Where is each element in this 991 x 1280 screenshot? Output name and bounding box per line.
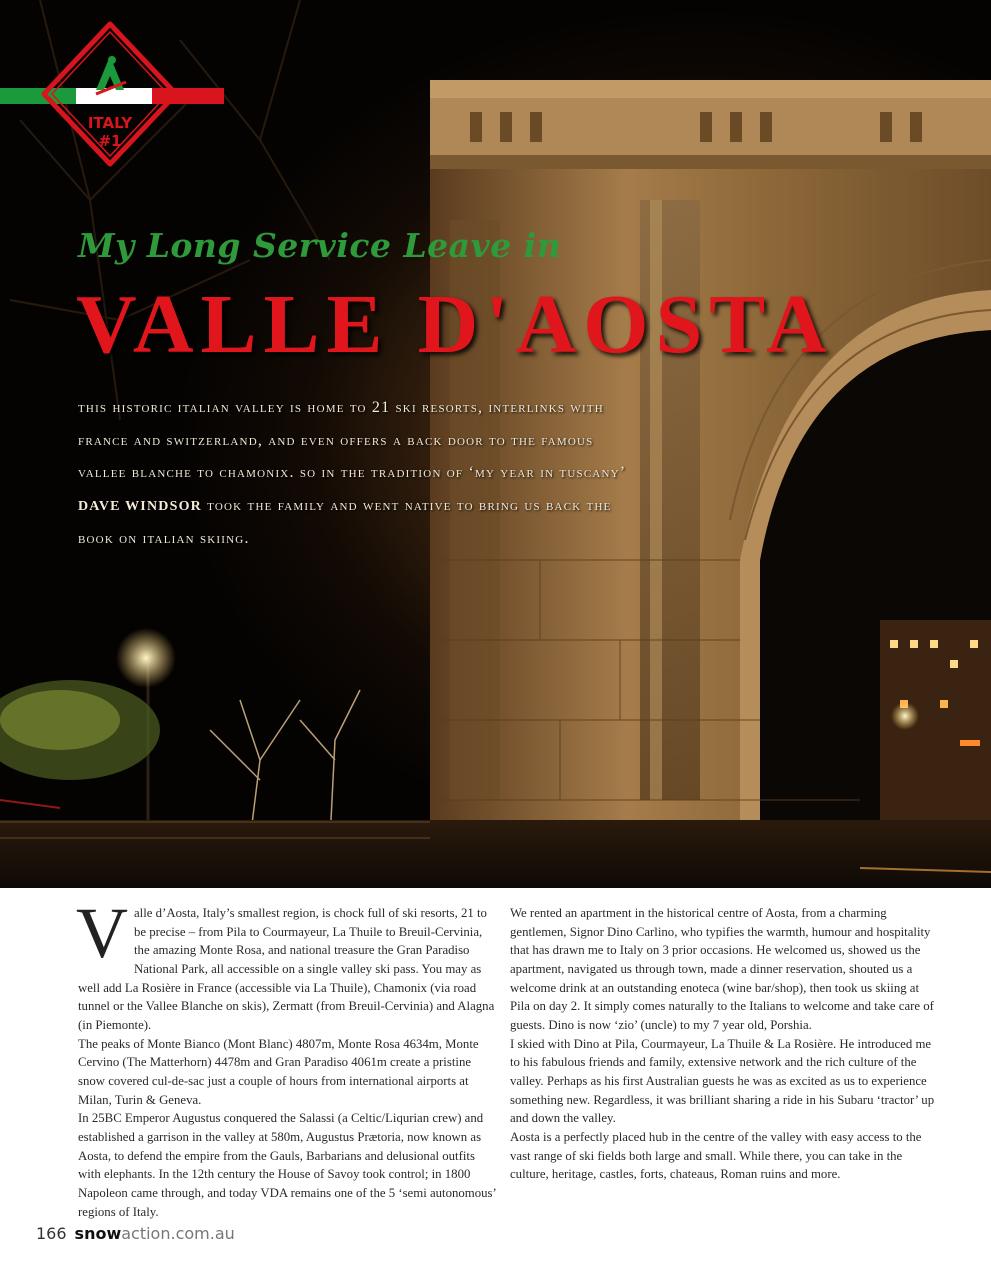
article-title: VALLE D'AOSTA xyxy=(76,278,834,371)
badge-line1: ITALY xyxy=(87,114,133,132)
article-intro xyxy=(78,392,638,556)
paragraph: We rented an apartment in the historical centre of Aosta, from a charming gentlemen, Signor Dino Carlino, who typifies the warmth, humour and hospitality that has drawn me to Italy on 3 prior occasions. He welcomed us, showed us the apartment, navigated us through town, made a dinner reservation, shouted us a welcome drink at an outstanding enoteca (wine bar/shop), then took us skiing at Pila on day 2. It simply comes naturally to the Italians to welcome and take care of guests. Dino is now ‘zio’ (uncle) to my 7 year old, Porshia. xyxy=(510,906,934,1032)
footer-domain: action.com.au xyxy=(121,1224,235,1243)
intro-text-before: this historic italian valley is home to 21 ski resorts, interlinks with france and switzerland, and even offers a back door to the famous vallee blanche to chamonix. so in the tradition of ‘my year in tuscany’ xyxy=(78,399,626,481)
paragraph: alle d’Aosta, Italy’s smallest region, is chock full of ski resorts, 21 to be precise – from Pila to Courmayeur, La Thuile to Breuil-Cervinia, the amazing Monte Rosa, and national treasure the Gran Paradiso National Park, all accessible on a single valley ski pass. You may as well add La Rosière in France (accessible via La Thuile), Chamonix (via road tunnel or the Vallee Blanche on skis), Zermatt (from Breuil-Cervinia) and Alagna (in Piemonte). xyxy=(78,906,495,1032)
page-footer xyxy=(36,1224,235,1243)
paragraph: The peaks of Monte Bianco (Mont Blanc) 4807m, Monte Rosa 4634m, Monte Cervino (The Matterhorn) 4478m and Gran Paradiso 4061m create a pristine snow covered cul-de-sac just a couple of hours from international airports at Milan, Turin & Geneva. xyxy=(78,1036,479,1107)
badge-line2: #1 xyxy=(98,132,122,150)
paragraph: I skied with Dino at Pila, Courmayeur, La Thuile & La Rosière. He introduced me to his fabulous friends and family, extensive network and the rich culture of the valley. Perhaps as his first Australian guests he was as excited as us to experience something new. Regardless, it was brilliant sharing a ride in his Subaru ‘tractor’ up and down the valley. xyxy=(510,1036,935,1126)
paragraph: Aosta is a perfectly placed hub in the centre of the valley with easy access to the vast range of ski fields both large and small. While there, you can take in the culture, heritage, castles, forts, chateaus, Roman ruins and more. xyxy=(510,1129,922,1182)
article-column-right xyxy=(510,904,935,1184)
article-column-left xyxy=(76,893,496,1221)
paragraph: In 25BC Emperor Augustus conquered the Salassi (a Celtic/Liqurian crew) and established a garrison in the valley at 580m, Augustus Prætoria, now known as Aosta, to defend the empire from the Gauls, Barbarians and delusional outfits with elephants. In the 12th century the House of Savoy took control; in 1800 Napoleon came through, and today VDA remains one of the 5 ‘semi autonomous’ regions of Italy. xyxy=(78,1111,496,1219)
italy-number-one-badge xyxy=(0,20,230,170)
page-number: 166 xyxy=(36,1224,67,1243)
article-subtitle: My Long Service Leave in xyxy=(78,226,562,265)
intro-text-after: took the family and went native to bring us back the book on italian skiing. xyxy=(78,496,612,547)
drop-cap: V xyxy=(76,893,128,973)
skier-icon xyxy=(96,56,126,94)
footer-brand: snow xyxy=(74,1224,122,1243)
author-name: DAVE WINDSOR xyxy=(78,498,202,514)
